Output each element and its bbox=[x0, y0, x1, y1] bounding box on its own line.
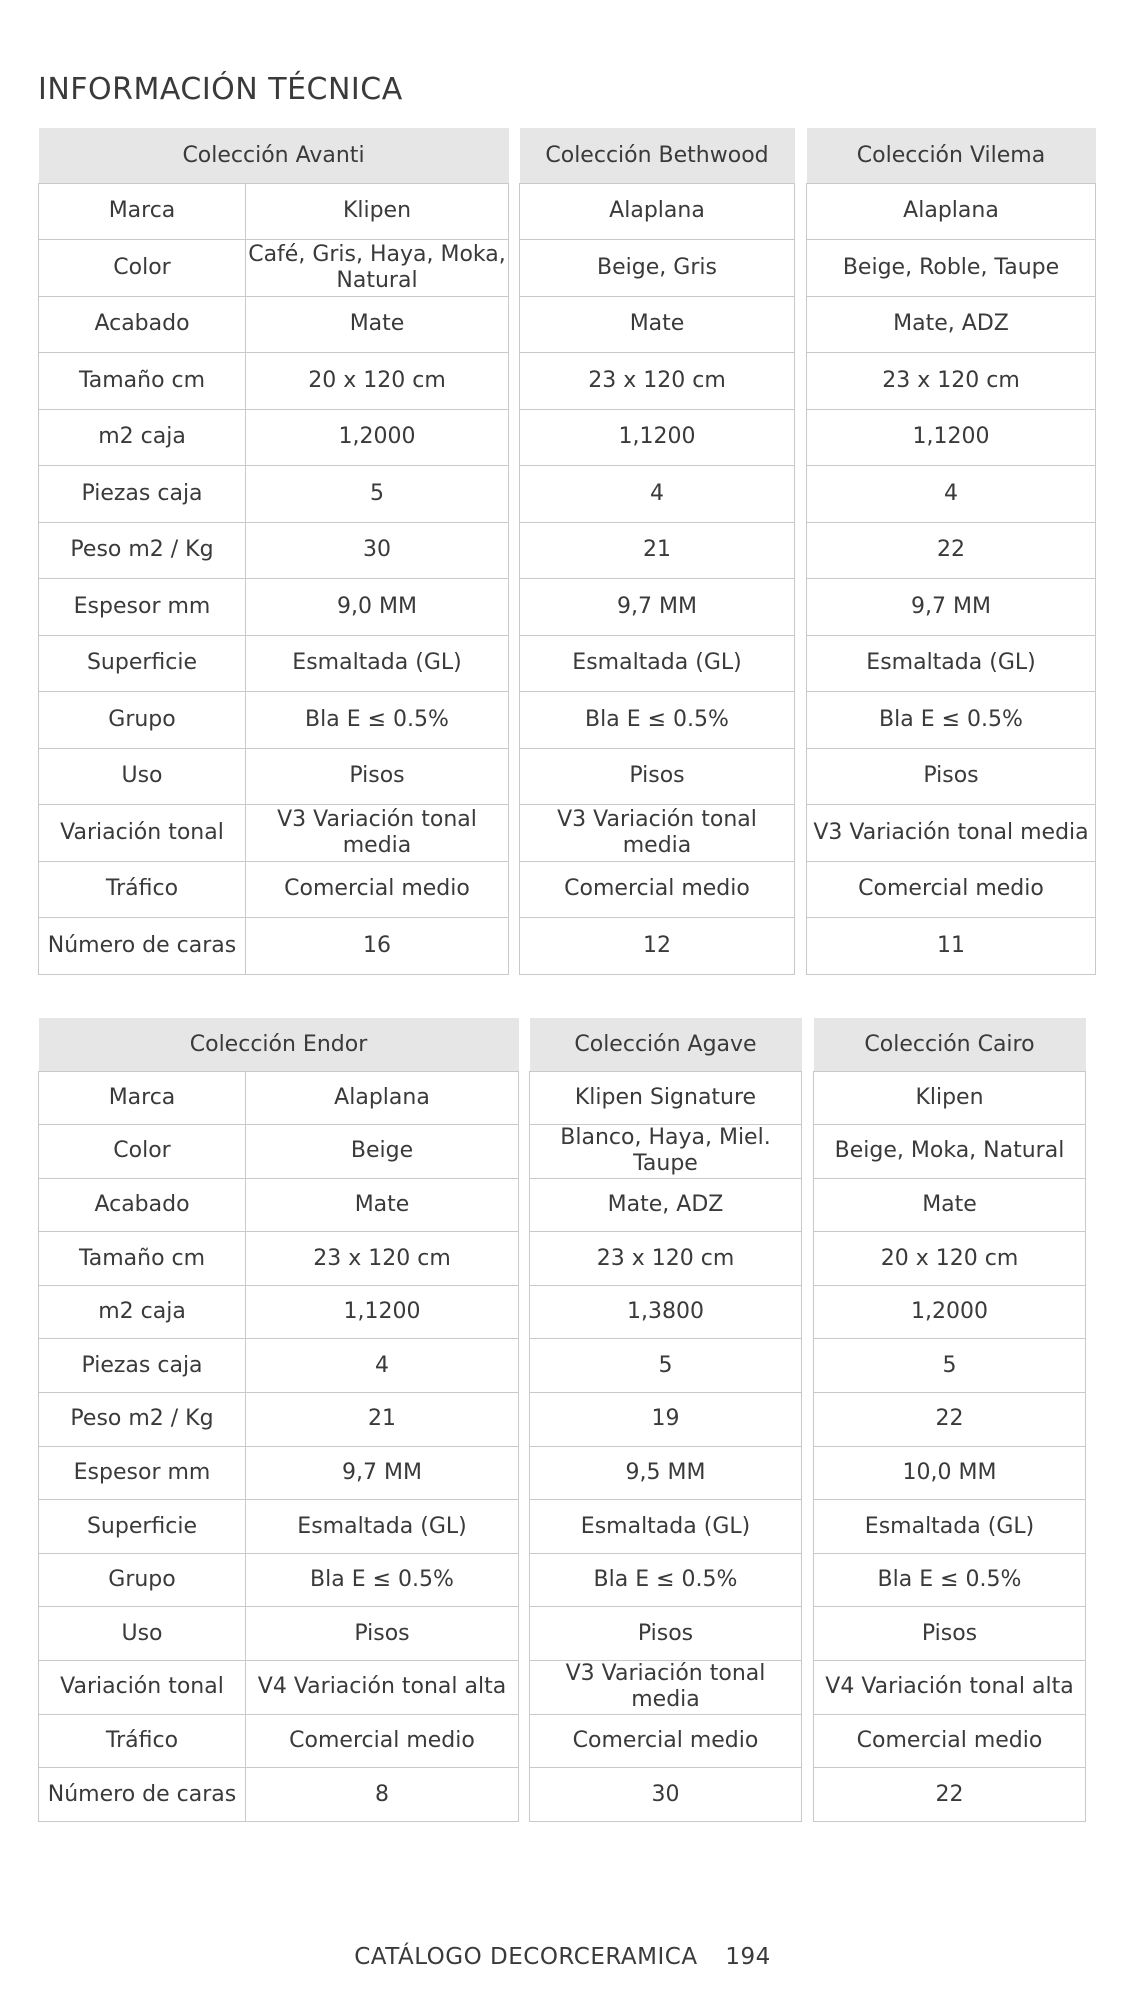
cell-value: Pisos bbox=[807, 748, 1096, 805]
cell-value: Bla E ≤ 0.5% bbox=[246, 1553, 519, 1607]
cell-value: 11 bbox=[807, 918, 1096, 975]
table-row bbox=[814, 1178, 1086, 1232]
cell-value: Bla E ≤ 0.5% bbox=[530, 1553, 802, 1607]
table-row bbox=[39, 466, 509, 523]
table-row bbox=[520, 353, 795, 410]
table-row bbox=[807, 353, 1096, 410]
cell-value: 1,1200 bbox=[520, 409, 795, 466]
table-agave bbox=[529, 1018, 802, 1822]
cell-value: 5 bbox=[530, 1339, 802, 1393]
table-row bbox=[39, 692, 509, 749]
table-row bbox=[520, 579, 795, 636]
table-avanti bbox=[38, 128, 509, 975]
cell-value: 9,7 MM bbox=[246, 1446, 519, 1500]
cell-value: 23 x 120 cm bbox=[807, 353, 1096, 410]
collection-header: Colección Vilema bbox=[807, 128, 1096, 183]
table-row bbox=[807, 635, 1096, 692]
table-row bbox=[814, 1285, 1086, 1339]
cell-value: 4 bbox=[520, 466, 795, 523]
cell-value: Esmaltada (GL) bbox=[246, 1500, 519, 1554]
cell-value: 8 bbox=[246, 1768, 519, 1822]
cell-value: Comercial medio bbox=[246, 861, 509, 918]
row-label: Uso bbox=[39, 1607, 246, 1661]
table-row bbox=[814, 1446, 1086, 1500]
cell-value: Pisos bbox=[520, 748, 795, 805]
table-row bbox=[814, 1393, 1086, 1447]
cell-value: Pisos bbox=[814, 1607, 1086, 1661]
table-row bbox=[39, 861, 509, 918]
spec-table bbox=[529, 1018, 802, 1822]
cell-value: V3 Variación tonal media bbox=[246, 805, 509, 862]
row-label: Uso bbox=[39, 748, 246, 805]
table-row bbox=[520, 522, 795, 579]
cell-value: Esmaltada (GL) bbox=[807, 635, 1096, 692]
table-row bbox=[520, 861, 795, 918]
cell-value: 20 x 120 cm bbox=[246, 353, 509, 410]
page-footer bbox=[0, 1944, 1125, 1970]
collection-header: Colección Endor bbox=[39, 1018, 519, 1071]
table-row bbox=[807, 296, 1096, 353]
table-row bbox=[39, 1446, 519, 1500]
table-row bbox=[807, 183, 1096, 240]
cell-value: Mate, ADZ bbox=[530, 1178, 802, 1232]
cell-value: Bla E ≤ 0.5% bbox=[246, 692, 509, 749]
table-vilema bbox=[806, 128, 1096, 975]
cell-value: 23 x 120 cm bbox=[530, 1232, 802, 1286]
cell-value: 9,7 MM bbox=[520, 579, 795, 636]
cell-value: 1,1200 bbox=[807, 409, 1096, 466]
cell-value: Mate bbox=[814, 1178, 1086, 1232]
table-row bbox=[807, 692, 1096, 749]
row-label: Tráfico bbox=[39, 1714, 246, 1768]
table-row bbox=[814, 1714, 1086, 1768]
cell-value: 1,1200 bbox=[246, 1285, 519, 1339]
cell-value: 23 x 120 cm bbox=[520, 353, 795, 410]
catalog-name: CATÁLOGO DECORCERAMICA bbox=[354, 1944, 698, 1970]
row-label: Piezas caja bbox=[39, 466, 246, 523]
cell-value: V3 Variación tonal media bbox=[520, 805, 795, 862]
cell-value: 9,5 MM bbox=[530, 1446, 802, 1500]
table-row bbox=[39, 918, 509, 975]
table-row bbox=[39, 1285, 519, 1339]
table-row bbox=[807, 748, 1096, 805]
cell-value: 4 bbox=[807, 466, 1096, 523]
cell-value: Café, Gris, Haya, Moka, Natural bbox=[246, 240, 509, 297]
table-row bbox=[807, 918, 1096, 975]
cell-value: Mate bbox=[246, 296, 509, 353]
spec-table bbox=[38, 128, 509, 975]
cell-value: 1,2000 bbox=[246, 409, 509, 466]
cell-value: Comercial medio bbox=[807, 861, 1096, 918]
row-label: Peso m2 / Kg bbox=[39, 1393, 246, 1447]
cell-value: Esmaltada (GL) bbox=[530, 1500, 802, 1554]
table-row bbox=[39, 1500, 519, 1554]
spec-table bbox=[813, 1018, 1086, 1822]
page-number: 194 bbox=[725, 1944, 771, 1970]
cell-value: 30 bbox=[246, 522, 509, 579]
cell-value: 4 bbox=[246, 1339, 519, 1393]
row-label: Color bbox=[39, 240, 246, 297]
table-row bbox=[814, 1071, 1086, 1125]
table-row bbox=[807, 805, 1096, 862]
table-row bbox=[39, 522, 509, 579]
row-label: Acabado bbox=[39, 1178, 246, 1232]
cell-value: 20 x 120 cm bbox=[814, 1232, 1086, 1286]
table-endor bbox=[38, 1018, 519, 1822]
table-row bbox=[520, 183, 795, 240]
cell-value: 22 bbox=[814, 1768, 1086, 1822]
row-label: Variación tonal bbox=[39, 805, 246, 862]
cell-value: V3 Variación tonal media bbox=[807, 805, 1096, 862]
table-row bbox=[814, 1500, 1086, 1554]
cell-value: Klipen bbox=[814, 1071, 1086, 1125]
cell-value: 22 bbox=[814, 1393, 1086, 1447]
row-label: Superficie bbox=[39, 1500, 246, 1554]
cell-value: 16 bbox=[246, 918, 509, 975]
row-label: Número de caras bbox=[39, 1768, 246, 1822]
table-row bbox=[520, 748, 795, 805]
table-row bbox=[530, 1285, 802, 1339]
spec-table bbox=[38, 1018, 519, 1822]
table-row bbox=[520, 296, 795, 353]
cell-value: Beige, Moka, Natural bbox=[814, 1125, 1086, 1179]
row-label: Marca bbox=[39, 183, 246, 240]
table-row bbox=[39, 1714, 519, 1768]
collection-header: Colección Cairo bbox=[814, 1018, 1086, 1071]
cell-value: Alaplana bbox=[520, 183, 795, 240]
table-row bbox=[530, 1446, 802, 1500]
table-row bbox=[39, 635, 509, 692]
table-row bbox=[807, 522, 1096, 579]
cell-value: 1,2000 bbox=[814, 1285, 1086, 1339]
table-row bbox=[520, 466, 795, 523]
collection-header: Colección Bethwood bbox=[520, 128, 795, 183]
table-row bbox=[520, 805, 795, 862]
cell-value: Comercial medio bbox=[520, 861, 795, 918]
table-row bbox=[39, 353, 509, 410]
table-row bbox=[807, 409, 1096, 466]
table-row bbox=[520, 918, 795, 975]
table-row bbox=[520, 409, 795, 466]
table-row bbox=[39, 240, 509, 297]
cell-value: Esmaltada (GL) bbox=[520, 635, 795, 692]
table-row bbox=[814, 1607, 1086, 1661]
cell-value: V4 Variación tonal alta bbox=[246, 1661, 519, 1715]
row-label: Grupo bbox=[39, 692, 246, 749]
cell-value: 21 bbox=[520, 522, 795, 579]
cell-value: Pisos bbox=[246, 1607, 519, 1661]
cell-value: Beige bbox=[246, 1125, 519, 1179]
cell-value: Klipen Signature bbox=[530, 1071, 802, 1125]
table-row bbox=[530, 1714, 802, 1768]
table-row bbox=[814, 1553, 1086, 1607]
table-row bbox=[530, 1768, 802, 1822]
table-row bbox=[39, 1339, 519, 1393]
cell-value: Esmaltada (GL) bbox=[814, 1500, 1086, 1554]
row-label: Tráfico bbox=[39, 861, 246, 918]
table-row bbox=[530, 1393, 802, 1447]
row-label: Superficie bbox=[39, 635, 246, 692]
cell-value: Klipen bbox=[246, 183, 509, 240]
table-cairo bbox=[813, 1018, 1086, 1822]
cell-value: 12 bbox=[520, 918, 795, 975]
row-label: Peso m2 / Kg bbox=[39, 522, 246, 579]
cell-value: Comercial medio bbox=[530, 1714, 802, 1768]
table-row bbox=[807, 579, 1096, 636]
table-row bbox=[530, 1178, 802, 1232]
row-label: m2 caja bbox=[39, 409, 246, 466]
table-row bbox=[520, 635, 795, 692]
table-row bbox=[39, 409, 509, 466]
table-row bbox=[530, 1661, 802, 1715]
table-row bbox=[39, 1661, 519, 1715]
table-row bbox=[520, 692, 795, 749]
row-label: Acabado bbox=[39, 296, 246, 353]
cell-value: Bla E ≤ 0.5% bbox=[814, 1553, 1086, 1607]
row-label: m2 caja bbox=[39, 1285, 246, 1339]
page-title: INFORMACIÓN TÉCNICA bbox=[38, 72, 403, 107]
row-label: Piezas caja bbox=[39, 1339, 246, 1393]
table-row bbox=[39, 579, 509, 636]
cell-value: Pisos bbox=[530, 1607, 802, 1661]
table-row bbox=[39, 1232, 519, 1286]
cell-value: Alaplana bbox=[246, 1071, 519, 1125]
row-label: Espesor mm bbox=[39, 1446, 246, 1500]
cell-value: 9,0 MM bbox=[246, 579, 509, 636]
row-label: Espesor mm bbox=[39, 579, 246, 636]
cell-value: Bla E ≤ 0.5% bbox=[520, 692, 795, 749]
cell-value: 30 bbox=[530, 1768, 802, 1822]
table-row bbox=[39, 1071, 519, 1125]
cell-value: 23 x 120 cm bbox=[246, 1232, 519, 1286]
table-bethwood bbox=[519, 128, 795, 975]
table-row bbox=[520, 240, 795, 297]
table-row bbox=[807, 466, 1096, 523]
table-row bbox=[530, 1339, 802, 1393]
cell-value: Bla E ≤ 0.5% bbox=[807, 692, 1096, 749]
table-row bbox=[39, 1393, 519, 1447]
cell-value: Mate bbox=[520, 296, 795, 353]
table-row bbox=[39, 1607, 519, 1661]
collection-header: Colección Avanti bbox=[39, 128, 509, 183]
spec-table bbox=[806, 128, 1096, 975]
table-row bbox=[39, 748, 509, 805]
table-row bbox=[39, 1125, 519, 1179]
cell-value: Beige, Roble, Taupe bbox=[807, 240, 1096, 297]
row-label: Tamaño cm bbox=[39, 1232, 246, 1286]
table-row bbox=[530, 1071, 802, 1125]
table-row bbox=[814, 1232, 1086, 1286]
table-row bbox=[39, 805, 509, 862]
collection-header: Colección Agave bbox=[530, 1018, 802, 1071]
table-row bbox=[530, 1607, 802, 1661]
table-row bbox=[530, 1500, 802, 1554]
table-row bbox=[39, 1178, 519, 1232]
table-row bbox=[39, 1553, 519, 1607]
cell-value: 1,3800 bbox=[530, 1285, 802, 1339]
row-label: Número de caras bbox=[39, 918, 246, 975]
table-row bbox=[807, 240, 1096, 297]
cell-value: Mate bbox=[246, 1178, 519, 1232]
spec-table bbox=[519, 128, 795, 975]
cell-value: Pisos bbox=[246, 748, 509, 805]
table-row bbox=[530, 1553, 802, 1607]
table-row bbox=[814, 1339, 1086, 1393]
cell-value: Beige, Gris bbox=[520, 240, 795, 297]
cell-value: 10,0 MM bbox=[814, 1446, 1086, 1500]
row-label: Tamaño cm bbox=[39, 353, 246, 410]
row-label: Variación tonal bbox=[39, 1661, 246, 1715]
cell-value: Comercial medio bbox=[246, 1714, 519, 1768]
cell-value: 5 bbox=[246, 466, 509, 523]
row-label: Grupo bbox=[39, 1553, 246, 1607]
cell-value: V4 Variación tonal alta bbox=[814, 1661, 1086, 1715]
cell-value: 9,7 MM bbox=[807, 579, 1096, 636]
table-row bbox=[530, 1125, 802, 1179]
cell-value: Mate, ADZ bbox=[807, 296, 1096, 353]
row-label: Color bbox=[39, 1125, 246, 1179]
table-row bbox=[807, 861, 1096, 918]
cell-value: 5 bbox=[814, 1339, 1086, 1393]
table-row bbox=[530, 1232, 802, 1286]
cell-value: Blanco, Haya, Miel. Taupe bbox=[530, 1125, 802, 1179]
table-row bbox=[814, 1768, 1086, 1822]
table-row bbox=[814, 1661, 1086, 1715]
cell-value: Esmaltada (GL) bbox=[246, 635, 509, 692]
cell-value: 19 bbox=[530, 1393, 802, 1447]
table-row bbox=[39, 296, 509, 353]
cell-value: V3 Variación tonal media bbox=[530, 1661, 802, 1715]
table-row bbox=[814, 1125, 1086, 1179]
cell-value: Alaplana bbox=[807, 183, 1096, 240]
cell-value: 21 bbox=[246, 1393, 519, 1447]
cell-value: Comercial medio bbox=[814, 1714, 1086, 1768]
table-row bbox=[39, 1768, 519, 1822]
row-label: Marca bbox=[39, 1071, 246, 1125]
table-row bbox=[39, 183, 509, 240]
cell-value: 22 bbox=[807, 522, 1096, 579]
